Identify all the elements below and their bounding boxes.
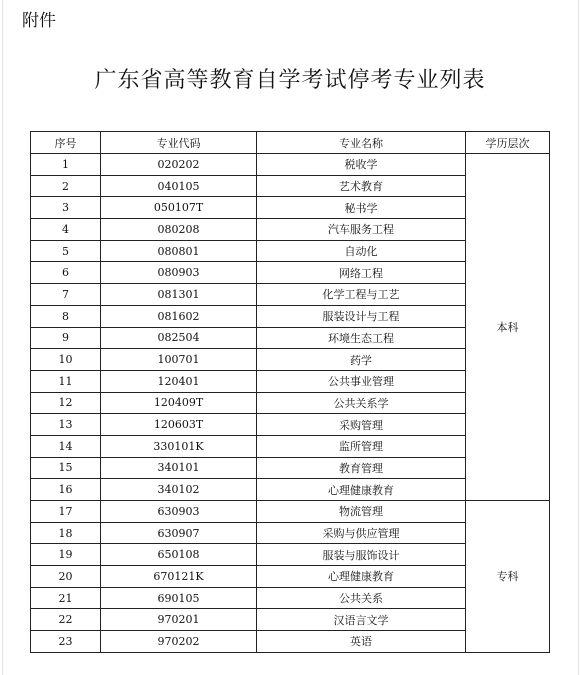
cell-serial-number: 15 [31, 457, 101, 479]
cell-major-code: 120401 [101, 370, 257, 392]
cell-serial-number: 12 [31, 392, 101, 414]
cell-major-name: 服装设计与工程 [257, 305, 466, 327]
cell-serial-number: 3 [31, 197, 101, 219]
cell-major-code: 340101 [101, 457, 257, 479]
cell-major-code: 330101K [101, 435, 257, 457]
table-row [31, 154, 550, 176]
cell-major-name: 税收学 [257, 154, 466, 176]
header-major-code: 专业代码 [101, 132, 257, 154]
attachment-label: 附件 [22, 11, 56, 31]
cell-serial-number: 13 [31, 414, 101, 436]
cell-serial-number: 11 [31, 370, 101, 392]
major-table [30, 131, 550, 653]
cell-major-name: 公共事业管理 [257, 370, 466, 392]
cell-major-code: 080208 [101, 219, 257, 241]
cell-major-name: 心理健康教育 [257, 479, 466, 501]
header-major-name: 专业名称 [257, 132, 466, 154]
header-education-level: 学历层次 [466, 132, 550, 154]
cell-major-name: 采购管理 [257, 414, 466, 436]
cell-major-name: 公共关系学 [257, 392, 466, 414]
cell-major-name: 药学 [257, 349, 466, 371]
cell-serial-number: 7 [31, 284, 101, 306]
cell-major-code: 670121K [101, 566, 257, 588]
cell-serial-number: 8 [31, 305, 101, 327]
cell-serial-number: 6 [31, 262, 101, 284]
table-header-row [31, 132, 550, 154]
table-row [31, 501, 550, 523]
header-serial-number: 序号 [31, 132, 101, 154]
cell-major-name: 物流管理 [257, 501, 466, 523]
cell-serial-number: 21 [31, 587, 101, 609]
cell-major-code: 120603T [101, 414, 257, 436]
table-body [31, 154, 550, 653]
cell-serial-number: 23 [31, 631, 101, 653]
cell-major-code: 630907 [101, 522, 257, 544]
cell-major-name: 环境生态工程 [257, 327, 466, 349]
cell-major-code: 082504 [101, 327, 257, 349]
cell-major-code: 120409T [101, 392, 257, 414]
cell-major-name: 汽车服务工程 [257, 219, 466, 241]
cell-major-code: 690105 [101, 587, 257, 609]
cell-serial-number: 22 [31, 609, 101, 631]
cell-major-code: 100701 [101, 349, 257, 371]
cell-serial-number: 5 [31, 240, 101, 262]
page-right-edge [578, 0, 579, 675]
cell-serial-number: 9 [31, 327, 101, 349]
cell-major-name: 秘书学 [257, 197, 466, 219]
cell-serial-number: 2 [31, 175, 101, 197]
page-title: 广东省高等教育自学考试停考专业列表 [94, 68, 486, 93]
cell-major-name: 采购与供应管理 [257, 522, 466, 544]
page-left-edge [2, 0, 3, 675]
cell-serial-number: 19 [31, 544, 101, 566]
cell-major-name: 艺术教育 [257, 175, 466, 197]
cell-major-name: 服装与服饰设计 [257, 544, 466, 566]
cell-serial-number: 4 [31, 219, 101, 241]
cell-major-code: 081602 [101, 305, 257, 327]
cell-serial-number: 10 [31, 349, 101, 371]
cell-major-code: 040105 [101, 175, 257, 197]
cell-major-name: 公共关系 [257, 587, 466, 609]
cell-major-code: 970201 [101, 609, 257, 631]
cell-major-code: 080903 [101, 262, 257, 284]
cell-major-name: 自动化 [257, 240, 466, 262]
cell-serial-number: 18 [31, 522, 101, 544]
cell-major-name: 心理健康教育 [257, 566, 466, 588]
cell-major-code: 970202 [101, 631, 257, 653]
cell-major-name: 监所管理 [257, 435, 466, 457]
cell-serial-number: 16 [31, 479, 101, 501]
cell-major-code: 630903 [101, 501, 257, 523]
cell-major-code: 050107T [101, 197, 257, 219]
cell-major-name: 教育管理 [257, 457, 466, 479]
cell-education-level: 本科 [466, 154, 550, 501]
cell-serial-number: 17 [31, 501, 101, 523]
cell-major-code: 650108 [101, 544, 257, 566]
cell-serial-number: 20 [31, 566, 101, 588]
cell-major-code: 340102 [101, 479, 257, 501]
cell-major-code: 080801 [101, 240, 257, 262]
cell-major-name: 网络工程 [257, 262, 466, 284]
cell-serial-number: 14 [31, 435, 101, 457]
cell-major-code: 020202 [101, 154, 257, 176]
cell-major-name: 英语 [257, 631, 466, 653]
cell-education-level: 专科 [466, 501, 550, 653]
cell-major-name: 汉语言文学 [257, 609, 466, 631]
cell-major-name: 化学工程与工艺 [257, 284, 466, 306]
cell-major-code: 081301 [101, 284, 257, 306]
cell-serial-number: 1 [31, 154, 101, 176]
